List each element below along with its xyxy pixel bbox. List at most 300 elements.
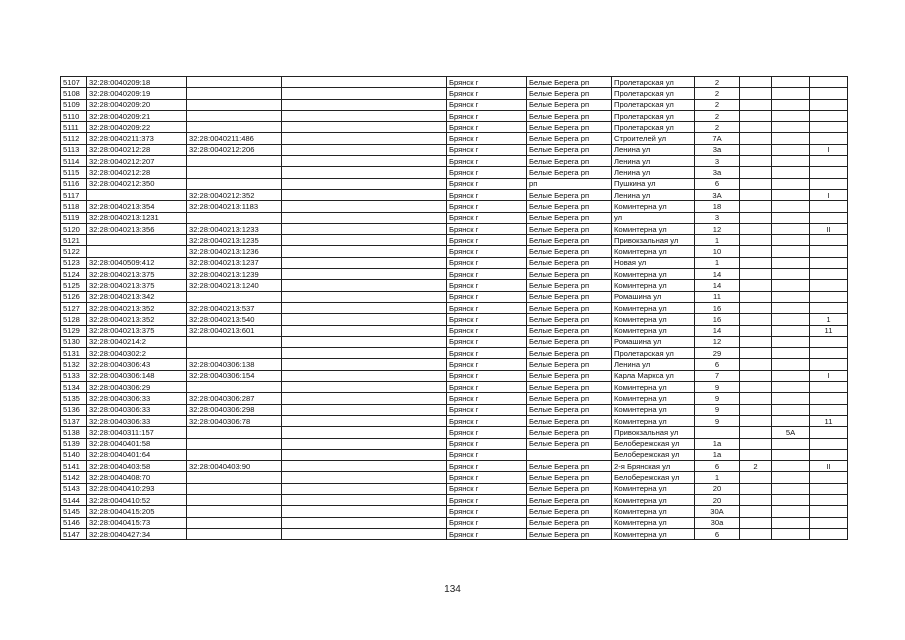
cell-city: Брянск г — [447, 99, 527, 110]
cell-city: Брянск г — [447, 472, 527, 483]
cell-row-number: 5111 — [61, 122, 87, 133]
cell-related-cadastral-number: 32:28:0040213:537 — [187, 302, 282, 313]
cell-house-number: 3А — [695, 189, 740, 200]
cell-city: Брянск г — [447, 506, 527, 517]
cell-block-number — [772, 348, 810, 359]
cell-settlement: Белые Берега рп — [527, 156, 612, 167]
table-row — [61, 393, 848, 404]
cell-building-number — [740, 257, 772, 268]
cell-street: Пролетарская ул — [612, 348, 695, 359]
table-row — [61, 88, 848, 99]
cell-settlement: Белые Берега рп — [527, 461, 612, 472]
cell-settlement: Белые Берега рп — [527, 88, 612, 99]
cell-street: Пролетарская ул — [612, 110, 695, 121]
table-row — [61, 472, 848, 483]
cell-related-cadastral-number: 32:28:0040306:138 — [187, 359, 282, 370]
cell-object-name — [282, 438, 447, 449]
cell-city: Брянск г — [447, 427, 527, 438]
cell-object-name — [282, 404, 447, 415]
cell-house-number: 2 — [695, 88, 740, 99]
cell-city: Брянск г — [447, 280, 527, 291]
cell-settlement: Белые Берега рп — [527, 302, 612, 313]
cell-street: Привокзальная ул — [612, 427, 695, 438]
cell-building-number — [740, 302, 772, 313]
cell-street: Ленина ул — [612, 359, 695, 370]
cell-street: Коминтерна ул — [612, 382, 695, 393]
cell-settlement: Белые Берега рп — [527, 359, 612, 370]
cell-cadastral-number: 32:28:0040311:157 — [87, 427, 187, 438]
cell-block-number — [772, 415, 810, 426]
cell-structure-number — [810, 336, 848, 347]
cell-city: Брянск г — [447, 178, 527, 189]
cell-house-number — [695, 427, 740, 438]
cell-building-number — [740, 528, 772, 539]
cell-city: Брянск г — [447, 133, 527, 144]
cell-street: Коминтерна ул — [612, 415, 695, 426]
cell-structure-number — [810, 494, 848, 505]
cell-block-number — [772, 246, 810, 257]
table-row — [61, 517, 848, 528]
cell-cadastral-number: 32:28:0040306:29 — [87, 382, 187, 393]
cell-object-name — [282, 156, 447, 167]
cell-row-number: 5136 — [61, 404, 87, 415]
cell-settlement: Белые Берега рп — [527, 404, 612, 415]
cell-row-number: 5109 — [61, 99, 87, 110]
table-row — [61, 122, 848, 133]
cell-building-number — [740, 404, 772, 415]
cell-street: Коминтерна ул — [612, 201, 695, 212]
cell-building-number — [740, 449, 772, 460]
cell-house-number: 7А — [695, 133, 740, 144]
table-row — [61, 302, 848, 313]
cell-structure-number — [810, 404, 848, 415]
cell-street: Белобережская ул — [612, 449, 695, 460]
cell-building-number — [740, 88, 772, 99]
cell-settlement: Белые Берега рп — [527, 280, 612, 291]
cell-related-cadastral-number — [187, 483, 282, 494]
cell-row-number: 5129 — [61, 325, 87, 336]
cell-house-number: 16 — [695, 302, 740, 313]
cell-object-name — [282, 189, 447, 200]
cell-structure-number — [810, 280, 848, 291]
registry-table — [60, 76, 848, 540]
cell-object-name — [282, 370, 447, 381]
cell-related-cadastral-number: 32:28:0040306:298 — [187, 404, 282, 415]
cell-building-number — [740, 370, 772, 381]
cell-building-number — [740, 483, 772, 494]
cell-settlement: Белые Берега рп — [527, 506, 612, 517]
cell-city: Брянск г — [447, 404, 527, 415]
table-row — [61, 438, 848, 449]
cell-object-name — [282, 133, 447, 144]
cell-building-number — [740, 472, 772, 483]
cell-structure-number — [810, 528, 848, 539]
cell-building-number — [740, 506, 772, 517]
cell-object-name — [282, 393, 447, 404]
cell-city: Брянск г — [447, 370, 527, 381]
table-row — [61, 280, 848, 291]
cell-row-number: 5126 — [61, 291, 87, 302]
cell-cadastral-number: 32:28:0040213:375 — [87, 280, 187, 291]
cell-street: Коминтерна ул — [612, 506, 695, 517]
cell-structure-number — [810, 178, 848, 189]
cell-building-number — [740, 280, 772, 291]
cell-house-number: 1а — [695, 449, 740, 460]
table-row — [61, 201, 848, 212]
cell-cadastral-number: 32:28:0040415:205 — [87, 506, 187, 517]
cell-cadastral-number: 32:28:0040306:33 — [87, 404, 187, 415]
table-row — [61, 212, 848, 223]
cell-structure-number — [810, 110, 848, 121]
cell-city: Брянск г — [447, 314, 527, 325]
cell-structure-number — [810, 517, 848, 528]
cell-row-number: 5112 — [61, 133, 87, 144]
cell-row-number: 5108 — [61, 88, 87, 99]
cell-city: Брянск г — [447, 257, 527, 268]
cell-object-name — [282, 483, 447, 494]
cell-object-name — [282, 223, 447, 234]
cell-house-number: 1 — [695, 257, 740, 268]
cell-row-number: 5121 — [61, 235, 87, 246]
cell-row-number: 5122 — [61, 246, 87, 257]
cell-block-number — [772, 404, 810, 415]
cell-cadastral-number: 32:28:0040306:33 — [87, 415, 187, 426]
cell-cadastral-number: 32:28:0040209:20 — [87, 99, 187, 110]
cell-block-number — [772, 325, 810, 336]
cell-structure-number — [810, 393, 848, 404]
cell-block-number — [772, 280, 810, 291]
table-row — [61, 99, 848, 110]
cell-settlement: Белые Берега рп — [527, 348, 612, 359]
cell-structure-number — [810, 77, 848, 88]
cell-related-cadastral-number — [187, 336, 282, 347]
cell-block-number — [772, 393, 810, 404]
cell-related-cadastral-number — [187, 99, 282, 110]
cell-object-name — [282, 528, 447, 539]
cell-block-number — [772, 483, 810, 494]
cell-street: Коминтерна ул — [612, 483, 695, 494]
cell-cadastral-number: 32:28:0040415:73 — [87, 517, 187, 528]
cell-structure-number — [810, 359, 848, 370]
cell-building-number — [740, 201, 772, 212]
cell-city: Брянск г — [447, 415, 527, 426]
cell-city: Брянск г — [447, 77, 527, 88]
cell-house-number: 30А — [695, 506, 740, 517]
cell-building-number — [740, 494, 772, 505]
cell-row-number: 5139 — [61, 438, 87, 449]
cell-street: Ленина ул — [612, 156, 695, 167]
cell-block-number — [772, 88, 810, 99]
cell-cadastral-number: 32:28:0040213:342 — [87, 291, 187, 302]
cell-object-name — [282, 348, 447, 359]
table-row — [61, 506, 848, 517]
cell-row-number: 5118 — [61, 201, 87, 212]
cell-block-number — [772, 212, 810, 223]
cell-object-name — [282, 472, 447, 483]
cell-block-number — [772, 438, 810, 449]
cell-related-cadastral-number — [187, 494, 282, 505]
cell-city: Брянск г — [447, 235, 527, 246]
table-row — [61, 370, 848, 381]
cell-block-number — [772, 506, 810, 517]
cell-block-number — [772, 370, 810, 381]
cell-city: Брянск г — [447, 359, 527, 370]
cell-block-number — [772, 156, 810, 167]
cell-settlement: Белые Берега рп — [527, 472, 612, 483]
cell-house-number: 14 — [695, 269, 740, 280]
cell-block-number — [772, 269, 810, 280]
cell-related-cadastral-number: 32:28:0040213:540 — [187, 314, 282, 325]
cell-settlement: Белые Берега рп — [527, 528, 612, 539]
cell-block-number — [772, 528, 810, 539]
cell-settlement: Белые Берега рп — [527, 223, 612, 234]
cell-related-cadastral-number — [187, 438, 282, 449]
cell-building-number — [740, 156, 772, 167]
cell-street: Коминтерна ул — [612, 325, 695, 336]
cell-structure-number — [810, 348, 848, 359]
cell-row-number: 5125 — [61, 280, 87, 291]
cell-house-number: 20 — [695, 483, 740, 494]
cell-house-number: 29 — [695, 348, 740, 359]
cell-object-name — [282, 449, 447, 460]
cell-block-number — [772, 77, 810, 88]
cell-structure-number: 11 — [810, 415, 848, 426]
cell-cadastral-number: 32:28:0040213:356 — [87, 223, 187, 234]
cell-city: Брянск г — [447, 291, 527, 302]
cell-object-name — [282, 235, 447, 246]
cell-object-name — [282, 415, 447, 426]
cell-street: Коминтерна ул — [612, 404, 695, 415]
cell-street: Пролетарская ул — [612, 77, 695, 88]
cell-object-name — [282, 99, 447, 110]
cell-street: Строителей ул — [612, 133, 695, 144]
cell-building-number — [740, 348, 772, 359]
cell-settlement: Белые Берега рп — [527, 269, 612, 280]
cell-structure-number — [810, 212, 848, 223]
cell-building-number — [740, 291, 772, 302]
table-row — [61, 449, 848, 460]
cell-cadastral-number: 32:28:0040306:43 — [87, 359, 187, 370]
table-row — [61, 133, 848, 144]
table-row — [61, 178, 848, 189]
cell-city: Брянск г — [447, 449, 527, 460]
cell-settlement: Белые Берега рп — [527, 314, 612, 325]
cell-related-cadastral-number — [187, 506, 282, 517]
cell-cadastral-number: 32:28:0040213:375 — [87, 325, 187, 336]
cell-settlement: Белые Берега рп — [527, 382, 612, 393]
cell-block-number — [772, 178, 810, 189]
cell-building-number — [740, 133, 772, 144]
cell-cadastral-number: 32:28:0040509:412 — [87, 257, 187, 268]
cell-structure-number — [810, 506, 848, 517]
cell-related-cadastral-number — [187, 178, 282, 189]
cell-building-number — [740, 517, 772, 528]
table-row — [61, 156, 848, 167]
cell-settlement: Белые Берега рп — [527, 291, 612, 302]
table-row — [61, 77, 848, 88]
cell-object-name — [282, 427, 447, 438]
cell-object-name — [282, 461, 447, 472]
cell-related-cadastral-number — [187, 382, 282, 393]
cell-city: Брянск г — [447, 246, 527, 257]
cell-block-number — [772, 382, 810, 393]
cell-building-number — [740, 246, 772, 257]
table-row — [61, 257, 848, 268]
table-row — [61, 269, 848, 280]
cell-settlement: Белые Берега рп — [527, 494, 612, 505]
cell-city: Брянск г — [447, 156, 527, 167]
cell-row-number: 5124 — [61, 269, 87, 280]
cell-city: Брянск г — [447, 201, 527, 212]
cell-block-number — [772, 449, 810, 460]
cell-street: Коминтерна ул — [612, 223, 695, 234]
cell-settlement: Белые Берега рп — [527, 212, 612, 223]
cell-street: Новая ул — [612, 257, 695, 268]
cell-cadastral-number: 32:28:0040408:70 — [87, 472, 187, 483]
cell-house-number: 9 — [695, 382, 740, 393]
cell-row-number: 5113 — [61, 144, 87, 155]
cell-cadastral-number: 32:28:0040213:352 — [87, 314, 187, 325]
cell-structure-number: 11 — [810, 325, 848, 336]
cell-related-cadastral-number: 32:28:0040212:206 — [187, 144, 282, 155]
table-row — [61, 223, 848, 234]
cell-object-name — [282, 257, 447, 268]
table-row — [61, 528, 848, 539]
cell-house-number: 7 — [695, 370, 740, 381]
cell-structure-number — [810, 235, 848, 246]
cell-settlement: Белые Берега рп — [527, 370, 612, 381]
cell-building-number: 2 — [740, 461, 772, 472]
cell-street: Белобережская ул — [612, 472, 695, 483]
cell-row-number: 5114 — [61, 156, 87, 167]
cell-block-number — [772, 302, 810, 313]
cell-related-cadastral-number: 32:28:0040212:352 — [187, 189, 282, 200]
cell-house-number: 6 — [695, 528, 740, 539]
cell-street: Коминтерна ул — [612, 494, 695, 505]
cell-cadastral-number: 32:28:0040306:33 — [87, 393, 187, 404]
cell-house-number: 3 — [695, 156, 740, 167]
cell-object-name — [282, 269, 447, 280]
cell-street: Коминтерна ул — [612, 517, 695, 528]
cell-structure-number — [810, 257, 848, 268]
cell-cadastral-number: 32:28:0040212:207 — [87, 156, 187, 167]
cell-block-number — [772, 291, 810, 302]
table-row — [61, 110, 848, 121]
cell-object-name — [282, 517, 447, 528]
cell-row-number: 5142 — [61, 472, 87, 483]
table-row — [61, 427, 848, 438]
cell-street: Ленина ул — [612, 144, 695, 155]
cell-street: Коминтерна ул — [612, 280, 695, 291]
cell-object-name — [282, 494, 447, 505]
cell-city: Брянск г — [447, 302, 527, 313]
cell-cadastral-number: 32:28:0040209:19 — [87, 88, 187, 99]
cell-street: Карла Маркса ул — [612, 370, 695, 381]
cell-building-number — [740, 438, 772, 449]
cell-house-number: 30а — [695, 517, 740, 528]
cell-row-number: 5128 — [61, 314, 87, 325]
cell-settlement: Белые Берега рп — [527, 517, 612, 528]
cell-cadastral-number: 32:28:0040209:18 — [87, 77, 187, 88]
cell-house-number: 2 — [695, 77, 740, 88]
cell-city: Брянск г — [447, 438, 527, 449]
cell-related-cadastral-number: 32:28:0040213:1237 — [187, 257, 282, 268]
cell-block-number — [772, 122, 810, 133]
cell-city: Брянск г — [447, 269, 527, 280]
cell-structure-number — [810, 427, 848, 438]
cell-block-number — [772, 257, 810, 268]
cell-cadastral-number — [87, 189, 187, 200]
cell-structure-number — [810, 167, 848, 178]
cell-house-number: 3 — [695, 212, 740, 223]
cell-building-number — [740, 77, 772, 88]
cell-related-cadastral-number: 32:28:0040306:287 — [187, 393, 282, 404]
cell-street: Коминтерна ул — [612, 302, 695, 313]
cell-cadastral-number: 32:28:0040212:28 — [87, 144, 187, 155]
cell-cadastral-number: 32:28:0040213:352 — [87, 302, 187, 313]
cell-related-cadastral-number: 32:28:0040213:1183 — [187, 201, 282, 212]
cell-building-number — [740, 415, 772, 426]
cell-block-number — [772, 223, 810, 234]
cell-object-name — [282, 325, 447, 336]
cell-structure-number — [810, 99, 848, 110]
cell-related-cadastral-number — [187, 156, 282, 167]
table-row — [61, 382, 848, 393]
page-number: 134 — [444, 584, 461, 595]
cell-related-cadastral-number — [187, 427, 282, 438]
cell-settlement: Белые Берега рп — [527, 235, 612, 246]
cell-related-cadastral-number — [187, 528, 282, 539]
cell-object-name — [282, 280, 447, 291]
cell-house-number: 2 — [695, 99, 740, 110]
cell-settlement: рп — [527, 178, 612, 189]
cell-street: ул — [612, 212, 695, 223]
cell-object-name — [282, 336, 447, 347]
cell-row-number: 5120 — [61, 223, 87, 234]
table-row — [61, 325, 848, 336]
cell-house-number: 1 — [695, 235, 740, 246]
cell-building-number — [740, 212, 772, 223]
cell-cadastral-number: 32:28:0040214:2 — [87, 336, 187, 347]
cell-row-number: 5145 — [61, 506, 87, 517]
cell-house-number: 6 — [695, 178, 740, 189]
cell-structure-number — [810, 302, 848, 313]
cell-structure-number — [810, 269, 848, 280]
cell-related-cadastral-number — [187, 122, 282, 133]
cell-row-number: 5144 — [61, 494, 87, 505]
cell-object-name — [282, 246, 447, 257]
cell-cadastral-number: 32:28:0040306:148 — [87, 370, 187, 381]
cell-related-cadastral-number — [187, 110, 282, 121]
cell-settlement: Белые Берега рп — [527, 77, 612, 88]
table-row — [61, 336, 848, 347]
cell-row-number: 5134 — [61, 382, 87, 393]
cell-block-number — [772, 144, 810, 155]
cell-cadastral-number: 32:28:0040302:2 — [87, 348, 187, 359]
cell-building-number — [740, 359, 772, 370]
cell-building-number — [740, 122, 772, 133]
table-row — [61, 314, 848, 325]
cell-structure-number — [810, 246, 848, 257]
cell-object-name — [282, 110, 447, 121]
cell-city: Брянск г — [447, 144, 527, 155]
table-body — [61, 77, 848, 540]
cell-cadastral-number: 32:28:0040213:354 — [87, 201, 187, 212]
table-row — [61, 291, 848, 302]
cell-structure-number — [810, 291, 848, 302]
cell-row-number: 5147 — [61, 528, 87, 539]
cell-row-number: 5110 — [61, 110, 87, 121]
